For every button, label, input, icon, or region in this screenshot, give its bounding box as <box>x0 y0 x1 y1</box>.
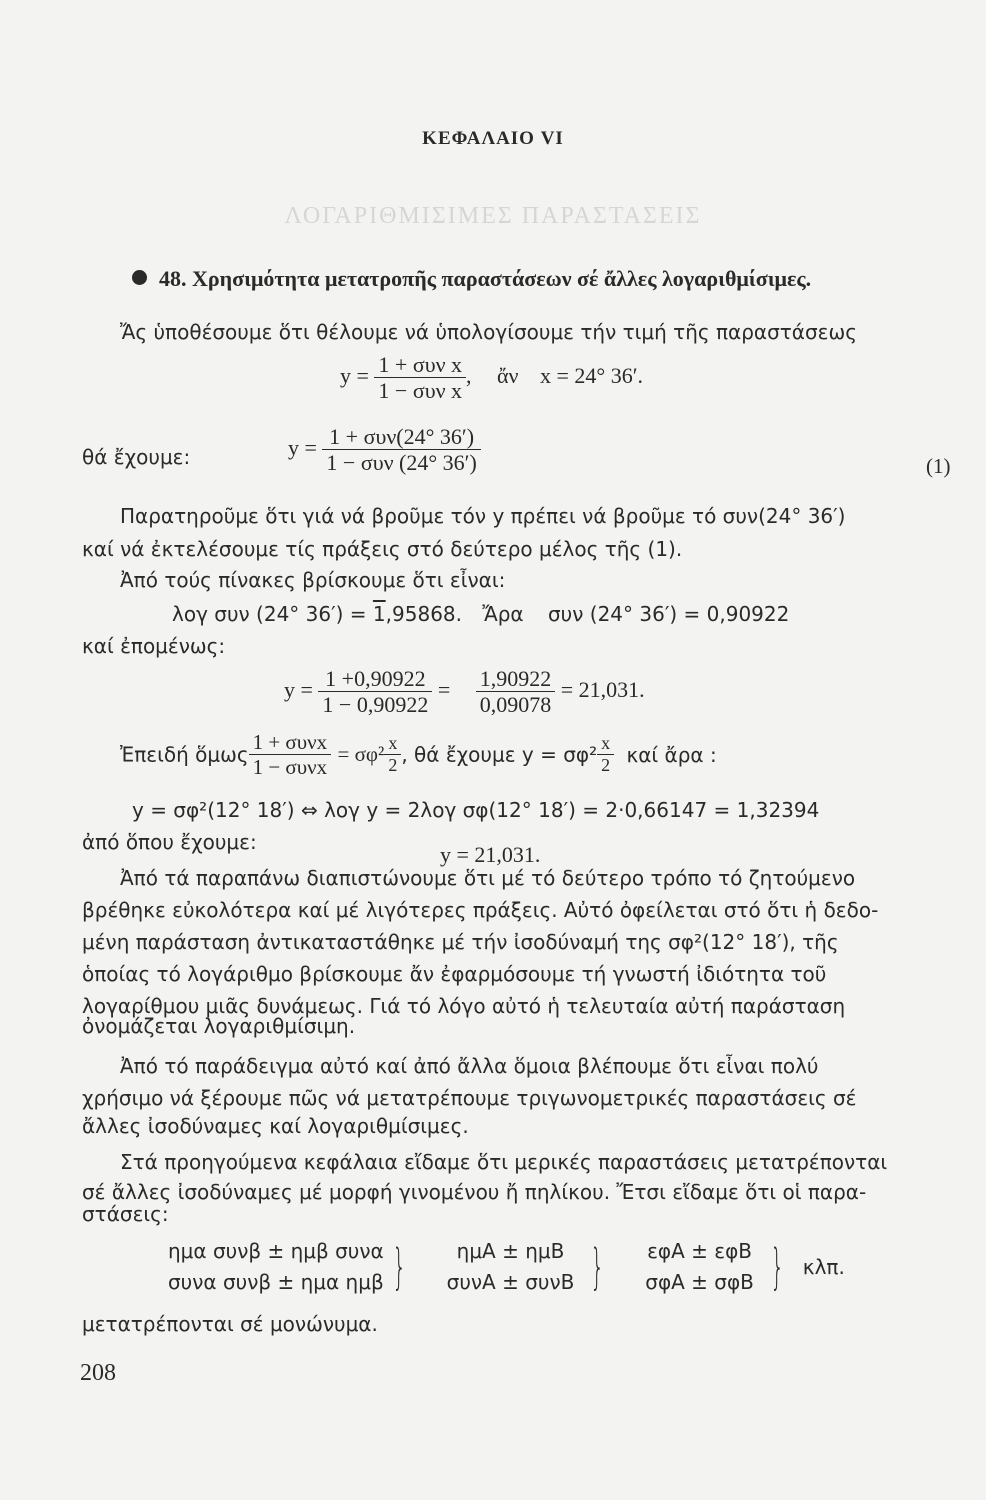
fraction <box>374 352 466 404</box>
equation-label: (1) <box>926 454 951 478</box>
paragraph-line: ὁποίας τό λογάριθμο βρίσκουμε ἄν ἐφαρμόσουμε τή γνωστή ἰδιότητα τοῦ <box>82 962 827 986</box>
denominator: 2 <box>388 755 398 776</box>
fraction <box>322 424 480 476</box>
numerator: x <box>597 733 614 755</box>
bullet-icon <box>132 270 147 285</box>
condition: x = 24° 36′. <box>540 362 644 388</box>
lead-text: θά ἔχουμε: <box>82 445 191 469</box>
page-number: 208 <box>80 1360 116 1386</box>
result: = 21,031. <box>560 676 645 702</box>
fraction <box>597 733 614 775</box>
denominator: 1 − συνx <box>252 755 328 780</box>
equals: = <box>437 676 451 702</box>
denominator: 0,09078 <box>479 692 552 718</box>
eq-lhs: y = <box>340 362 369 388</box>
separator: , <box>466 362 472 388</box>
paragraph-line: Ἀπό τό παράδειγμα αὐτό καί ἀπό ἄλλα ὅμοια βλέπουμε ὅτι εἶναι πολύ <box>120 1054 819 1078</box>
cos-value: συν (24° 36′) = 0,90922 <box>547 602 790 626</box>
chapter-heading: ΚΕΦΑΛΑΙΟ VI <box>422 128 564 149</box>
paragraph-line: ὀνομάζεται λογαριθμίσιμη. <box>82 1014 356 1038</box>
equation-identity <box>120 730 717 779</box>
final-result: y = 21,031. <box>440 842 541 867</box>
section-title: Χρησιμότητα μετατροπῆς παραστάσεων σέ ἄλλες λογαριθμίσιμες. <box>192 266 812 291</box>
fraction <box>476 666 556 718</box>
denominator: 1 − 0,90922 <box>322 692 429 718</box>
paragraph-line: Παρατηροῦμε ὅτι γιά νά βροῦμε τόν y πρέπει νά βροῦμε τό συν(24° 36′) <box>120 504 846 528</box>
paragraph-line: χρήσιμο νά ξέρουμε πῶς νά μετατρέπουμε τριγωνομετρικές παραστάσεις σέ <box>82 1086 857 1110</box>
equation-log-chain: y = σφ²(12° 18′) ⇔ λογ y = 2λογ σφ(12° 18′) = 2·0,66147 = 1,32394 <box>132 798 820 822</box>
group-3 <box>645 1236 754 1298</box>
lead-text: Ἐπειδή ὅμως <box>120 742 249 767</box>
fraction <box>249 730 332 779</box>
bleed-through-text <box>560 70 566 91</box>
condition-word: ἄν <box>497 362 519 388</box>
paragraph-line: Στά προηγούμενα κεφάλαια εἴδαμε ὅτι μερικές παραστάσεις μετατρέπονται <box>120 1150 888 1174</box>
log-characteristic: 1 <box>372 602 386 626</box>
numerator: 1,90922 <box>476 666 556 692</box>
log-prefix: λογ συν (24° 36′) = <box>172 602 373 626</box>
denominator: 2 <box>601 755 611 776</box>
end-text: καί ἄρα : <box>626 742 717 767</box>
chapter-title: ΛΟΓΑΡΙΘΜΙΣΙΜΕΣ ΠΑΡΑΣΤΑΣΕΙΣ <box>284 203 702 229</box>
paragraph-line: βρέθηκε εὐκολότερα καί μέ λιγότερες πράξεις. Αὐτό ὀφείλεται στό ὅτι ἡ δεδο- <box>82 898 879 922</box>
equation-log <box>172 602 789 626</box>
group-1 <box>168 1236 384 1298</box>
right-brace-icon: } <box>392 1239 406 1295</box>
numerator: 1 + συνx <box>249 730 332 755</box>
paragraph-line: καί ἐπομένως: <box>82 634 226 658</box>
group-2 <box>447 1236 575 1298</box>
paragraph-line: στάσεις: <box>82 1202 169 1226</box>
denominator: 1 − συν x <box>378 378 463 404</box>
paragraph-line: Ἀπό τά παραπάνω διαπιστώνουμε ὅτι μέ τό δεύτερο τρόπο τό ζητούμενο <box>120 866 856 890</box>
eq-lhs: y = <box>284 676 313 702</box>
denominator: 1 − συν (24° 36′) <box>326 450 477 476</box>
paragraph-line: λογαρίθμου μιᾶς δυνάμεως. Γιά τό λόγο αὐτό ἡ τελευταία αὐτή παράσταση <box>82 994 846 1018</box>
cot-squared: = σφ² <box>337 742 385 767</box>
group-item: ημΑ ± ημΒ <box>456 1239 565 1263</box>
numerator: 1 + συν x <box>374 352 466 378</box>
group-item: ημα συνβ ± ημβ συνα <box>168 1239 384 1263</box>
equation-expression <box>340 352 643 404</box>
paragraph-line: μετατρέπονται σέ μονώνυμα. <box>82 1312 378 1336</box>
section-number: 48. <box>159 266 187 291</box>
numerator: 1 + συν(24° 36′) <box>322 424 480 450</box>
right-brace-icon: } <box>590 1239 605 1295</box>
etc-text: κλπ. <box>802 1255 845 1279</box>
numerator: 1 +0,90922 <box>318 666 432 692</box>
expression-groups <box>168 1236 845 1298</box>
section-heading <box>132 266 811 292</box>
numerator: x <box>384 733 401 755</box>
log-mantissa: ,95868. <box>385 602 462 626</box>
paragraph-line: ἄλλες ἰσοδύναμες καί λογαριθμίσιμες. <box>82 1114 469 1138</box>
middle-text: , θά ἔχουμε y = σφ² <box>401 742 598 767</box>
equation-numeric <box>284 666 645 718</box>
eq-lhs: y = <box>288 434 317 460</box>
group-item: συνα συνβ ± ημα ημβ <box>168 1270 384 1294</box>
group-item: εφΑ ± εφΒ <box>647 1239 753 1263</box>
group-item: σφΑ ± σφΒ <box>645 1270 754 1294</box>
paragraph-line: μένη παράσταση ἀντικαταστάθηκε μέ τήν ἰσοδύναμή της σφ²(12° 18′), τῆς <box>82 930 839 954</box>
ara-word: Ἄρα <box>482 602 524 626</box>
fraction <box>318 666 432 718</box>
equation-1 <box>288 424 481 476</box>
right-brace-icon: } <box>770 1239 785 1295</box>
fraction <box>384 733 401 775</box>
paragraph-intro: Ἄς ὑποθέσουμε ὅτι θέλουμε νά ὑπολογίσουμε τήν τιμή τῆς παραστάσεως <box>120 320 857 344</box>
paragraph-line: καί νά ἐκτελέσουμε τίς πράξεις στό δεύτερο μέλος τῆς (1). <box>82 537 683 561</box>
group-item: συνΑ ± συνΒ <box>446 1270 575 1294</box>
paragraph-line: σέ ἄλλες ἰσοδύναμες μέ μορφή γινομένου ἤ πηλίκου. Ἔτσι εἴδαμε ὅτι οἱ παρα- <box>82 1180 867 1204</box>
paragraph-line: Ἀπό τούς πίνακες βρίσκουμε ὅτι εἶναι: <box>120 568 506 592</box>
lead-text: ἀπό ὅπου ἔχουμε: <box>82 830 257 854</box>
